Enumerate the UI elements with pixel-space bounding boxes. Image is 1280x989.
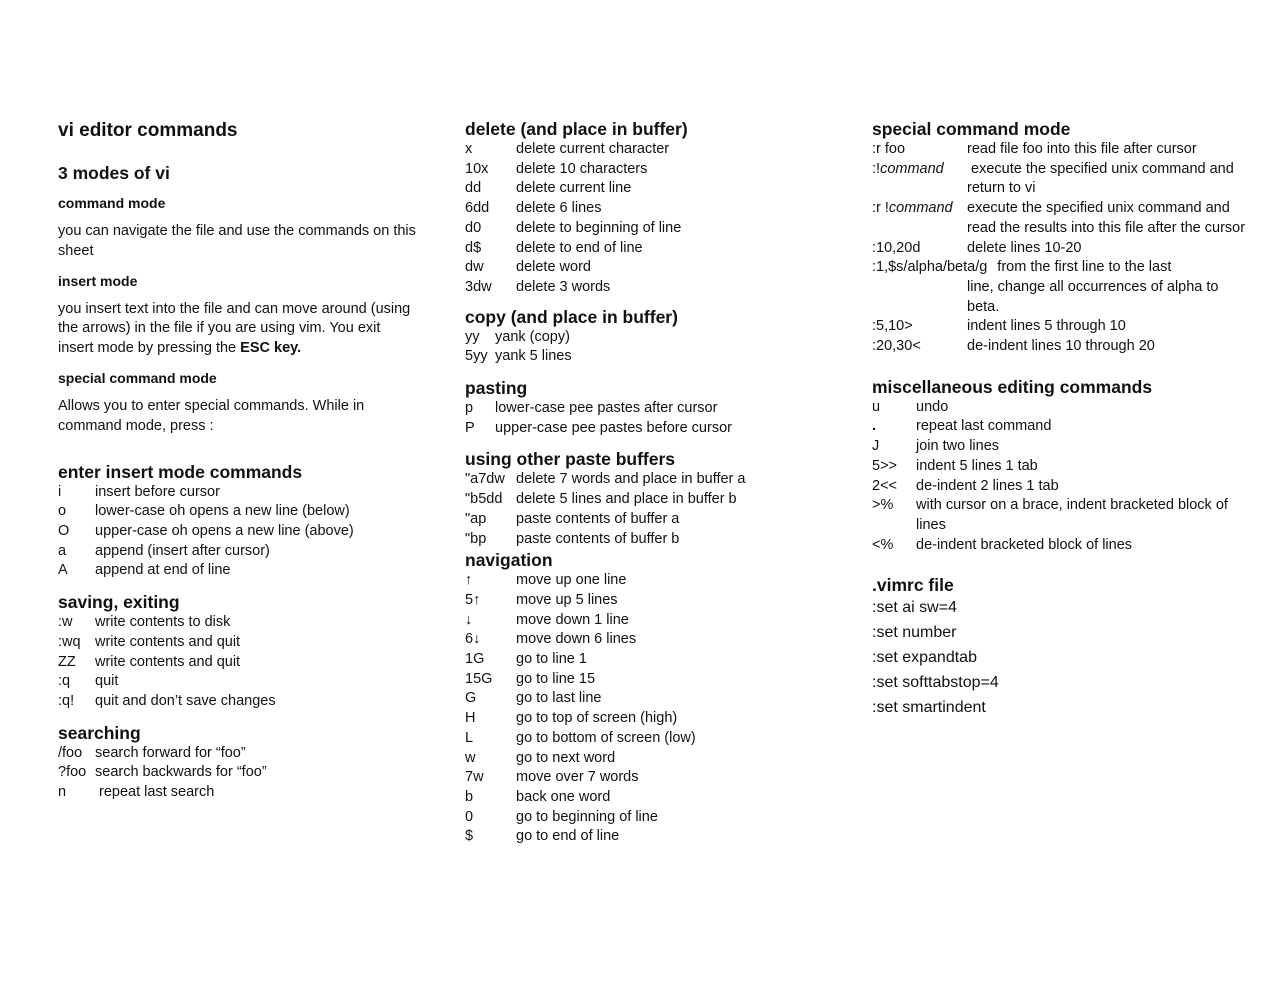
command-key-prefix: :r ! [872, 200, 889, 217]
command-desc: move up 5 lines [516, 591, 618, 608]
list-item [465, 239, 845, 259]
copy-list [465, 328, 845, 367]
command-desc: move over 7 words [516, 769, 639, 786]
command-desc: read file foo into this file after cursor [967, 141, 1197, 157]
command-key: 6↓ [465, 631, 481, 648]
list-item [872, 536, 1247, 556]
command-key: "b5dd [465, 491, 503, 508]
command-desc: delete 7 words and place in buffer a [516, 471, 746, 488]
command-desc: yank (copy) [495, 328, 570, 345]
command-key: 6dd [465, 200, 490, 217]
column-left [58, 116, 418, 803]
searching-list [58, 744, 418, 803]
command-desc: move down 1 line [516, 611, 629, 628]
command-key: 0 [465, 808, 474, 825]
command-key-placeholder: command [888, 200, 953, 217]
command-key: 7w [465, 769, 484, 786]
command-desc: delete current character [516, 141, 670, 157]
list-item [872, 417, 1247, 437]
insert-mode-label: insert mode [58, 272, 138, 289]
command-desc: back one word [516, 788, 611, 805]
command-key: w [465, 749, 476, 766]
list-item [465, 670, 845, 690]
command-key [872, 199, 967, 238]
command-desc: write contents and quit [95, 633, 241, 650]
navigation-list [465, 571, 845, 847]
command-key: d$ [465, 239, 482, 256]
command-desc: quit [95, 673, 119, 690]
command-desc: join two lines [916, 438, 1000, 455]
command-key: ZZ [58, 653, 76, 670]
list-item [465, 419, 845, 439]
searching-heading: searching [58, 722, 141, 743]
command-key: O [58, 522, 70, 539]
command-key: <% [872, 536, 894, 553]
list-item [58, 502, 418, 522]
list-item [465, 347, 845, 367]
command-desc: delete current line [516, 180, 632, 197]
command-key: :q! [58, 692, 75, 709]
copy-heading: copy (and place in buffer) [465, 306, 678, 327]
list-item [465, 399, 845, 419]
buffers-list [465, 470, 845, 549]
command-key: "a7dw [465, 471, 505, 488]
list-item [465, 179, 845, 199]
list-item [872, 317, 1247, 337]
list-item [872, 398, 1247, 418]
command-desc: repeat last command [916, 418, 1052, 435]
command-key: ↑ [465, 572, 473, 589]
command-desc: delete 3 words [516, 278, 611, 295]
command-key: 5↑ [465, 591, 481, 608]
command-desc: yank 5 lines [495, 348, 572, 365]
pasting-heading: pasting [465, 378, 528, 399]
list-item [872, 140, 1247, 160]
list-item [465, 530, 845, 550]
list-item [58, 783, 418, 803]
list-item [465, 650, 845, 670]
command-desc: execute the specified unix command and read the results into this file after the cursor [967, 200, 1246, 236]
command-desc: lower-case oh opens a new line (below) [95, 503, 350, 520]
delete-heading: delete (and place in buffer) [465, 119, 688, 139]
list-item [465, 749, 845, 769]
command-desc: lower-case pee pastes after cursor [495, 400, 718, 417]
command-desc: delete lines 10-20 [967, 239, 1082, 256]
command-key-prefix: :! [872, 160, 881, 177]
command-desc: undo [916, 398, 949, 415]
command-mode-text: you can navigate the file and use the commands on this sheet [58, 223, 416, 259]
list-item [465, 709, 845, 729]
list-item [465, 258, 845, 278]
command-key: 5>> [872, 457, 897, 474]
command-desc: move up one line [516, 572, 627, 589]
list-item [465, 490, 845, 510]
command-key: "bp [465, 530, 487, 547]
command-key: 5yy [465, 348, 488, 365]
command-key-placeholder: command [880, 160, 944, 177]
command-desc: search forward for “foo” [95, 744, 246, 761]
command-desc: delete 10 characters [516, 160, 648, 177]
command-key: 15G [465, 670, 493, 687]
list-item [465, 470, 845, 490]
command-desc: upper-case oh opens a new line (above) [95, 522, 354, 539]
command-key: dw [465, 259, 484, 276]
command-desc: append (insert after cursor) [95, 542, 270, 559]
list-item [58, 633, 418, 653]
saving-list [58, 613, 418, 712]
command-key: :10,20d [872, 239, 921, 256]
enter-insert-heading: enter insert mode commands [58, 461, 303, 482]
command-key: H [465, 710, 476, 727]
command-key: :wq [58, 633, 81, 650]
command-desc: go to end of line [516, 828, 620, 845]
misc-list [872, 398, 1247, 556]
list-item [465, 199, 845, 219]
list-item [465, 630, 845, 650]
vimrc-line: :set ai sw=4 [872, 599, 957, 617]
list-item [872, 160, 1247, 199]
list-item [465, 591, 845, 611]
command-desc: delete 5 lines and place in buffer b [516, 491, 737, 508]
list-item [872, 496, 1247, 535]
command-key: 10x [465, 160, 489, 177]
list-item [465, 510, 845, 530]
list-item-continued [872, 278, 1247, 317]
list-item [58, 692, 418, 712]
command-desc: paste contents of buffer a [516, 510, 680, 527]
command-desc: delete 6 lines [516, 200, 602, 217]
command-key: n [58, 784, 67, 801]
command-desc: paste contents of buffer b [516, 530, 680, 547]
command-key: J [872, 438, 880, 455]
command-desc: from the first line to the last [997, 259, 1172, 276]
vimrc-line: :set softtabstop=4 [872, 673, 999, 691]
command-key [872, 160, 967, 199]
list-item [465, 571, 845, 591]
command-desc: go to line 15 [516, 670, 596, 687]
command-desc: line, change all occurrences of alpha to beta. [967, 278, 1219, 315]
list-item [465, 827, 845, 847]
command-desc: write contents and quit [95, 653, 241, 670]
saving-heading: saving, exiting [58, 592, 180, 613]
command-key: :1,$s/alpha/beta/g [872, 259, 988, 276]
list-item [872, 457, 1247, 477]
list-item [872, 199, 1247, 238]
special-command-list [872, 140, 1247, 357]
command-key: 2<< [872, 477, 897, 494]
command-key: b [465, 788, 474, 805]
command-key: ?foo [58, 764, 87, 781]
command-mode-label: command mode [58, 195, 166, 211]
command-desc: insert before cursor [95, 483, 220, 500]
command-desc: append at end of line [95, 562, 231, 579]
list-item [58, 744, 418, 764]
command-key: :5,10> [872, 318, 913, 335]
command-desc: delete to beginning of line [516, 219, 682, 236]
column-right [872, 116, 1247, 720]
insert-mode-text-body: you insert text into the file and can move around (using the arrows) in the file if you are using vim. You exit insert mode by pressing the [58, 300, 411, 357]
command-key: :20,30< [872, 338, 921, 355]
list-item [872, 258, 1247, 278]
command-desc: with cursor on a brace, indent bracketed block of lines [916, 497, 1228, 533]
list-item [872, 337, 1247, 357]
enter-insert-list [58, 483, 418, 582]
command-desc: execute the specified unix command and return to vi [967, 160, 1238, 197]
list-item [465, 808, 845, 828]
list-item [465, 788, 845, 808]
modes-heading: 3 modes of vi [58, 163, 170, 183]
command-desc: move down 6 lines [516, 631, 637, 648]
vimrc-heading: .vimrc file [872, 575, 954, 596]
command-key: "ap [465, 510, 487, 527]
command-key: d0 [465, 219, 482, 236]
navigation-heading: navigation [465, 550, 553, 571]
vimrc-line: :set expandtab [872, 648, 977, 666]
list-item [465, 140, 845, 160]
list-item [465, 160, 845, 180]
command-key: yy [465, 328, 480, 345]
command-key: /foo [58, 744, 83, 761]
command-key: P [465, 419, 475, 436]
list-item [465, 328, 845, 348]
list-item [58, 672, 418, 692]
command-key: :w [58, 614, 73, 631]
list-item [58, 483, 418, 503]
document-title: vi editor commands [58, 120, 238, 141]
command-desc: go to beginning of line [516, 808, 658, 825]
command-desc: go to top of screen (high) [516, 710, 678, 727]
command-key: ↓ [465, 611, 473, 628]
command-key: 3dw [465, 278, 492, 295]
special-mode-label: special command mode [58, 369, 217, 386]
list-item [465, 278, 845, 298]
command-desc: delete word [516, 259, 591, 276]
misc-heading: miscellaneous editing commands [872, 376, 1153, 397]
pasting-list [465, 399, 845, 438]
command-key: i [58, 483, 62, 500]
command-key: p [465, 400, 474, 417]
command-key: :r foo [872, 141, 906, 157]
special-command-heading: special command mode [872, 119, 1071, 139]
list-item [58, 522, 418, 542]
command-desc: go to line 1 [516, 651, 587, 668]
command-desc: quit and don’t save changes [95, 692, 276, 709]
list-item [465, 729, 845, 749]
list-item [58, 561, 418, 581]
column-middle [465, 116, 845, 847]
command-desc: indent lines 5 through 10 [967, 318, 1126, 335]
insert-mode-text [58, 300, 418, 359]
command-key: a [58, 542, 67, 559]
command-key: 1G [465, 651, 485, 668]
list-item [465, 768, 845, 788]
command-key: x [465, 141, 473, 157]
command-desc: de-indent 2 lines 1 tab [916, 477, 1059, 494]
list-item [872, 477, 1247, 497]
command-key: dd [465, 180, 482, 197]
command-key: L [465, 729, 474, 746]
list-item [872, 437, 1247, 457]
command-key: u [872, 398, 881, 415]
list-item [465, 219, 845, 239]
command-desc: indent 5 lines 1 tab [916, 457, 1038, 474]
delete-list [465, 140, 845, 298]
command-desc: go to next word [516, 749, 616, 766]
command-key: o [58, 503, 67, 520]
list-item [58, 542, 418, 562]
command-desc: write contents to disk [95, 614, 231, 631]
list-item [465, 611, 845, 631]
list-item [58, 763, 418, 783]
command-desc: search backwards for “foo” [95, 764, 267, 781]
command-key: $ [465, 828, 474, 845]
list-item [465, 689, 845, 709]
vimrc-list [872, 596, 1247, 720]
command-desc: delete to end of line [516, 239, 643, 256]
vimrc-line: :set smartindent [872, 698, 986, 716]
list-item [58, 613, 418, 633]
command-key: A [58, 562, 68, 579]
special-mode-text: Allows you to enter special commands. While in command mode, press : [58, 397, 365, 434]
command-desc: go to last line [516, 690, 602, 707]
command-desc: de-indent lines 10 through 20 [967, 338, 1155, 355]
list-item [58, 653, 418, 673]
command-key: >% [872, 497, 894, 514]
command-key: :q [58, 673, 71, 690]
command-desc: repeat last search [95, 784, 215, 801]
vimrc-line: :set number [872, 624, 957, 642]
list-item [872, 239, 1247, 259]
buffers-heading: using other paste buffers [465, 449, 676, 470]
esc-key-text: ESC key. [240, 340, 302, 357]
command-desc: de-indent bracketed block of lines [916, 536, 1133, 553]
command-desc: go to bottom of screen (low) [516, 729, 696, 746]
command-key: . [872, 418, 877, 435]
command-desc: upper-case pee pastes before cursor [495, 419, 732, 436]
command-key: G [465, 690, 477, 707]
